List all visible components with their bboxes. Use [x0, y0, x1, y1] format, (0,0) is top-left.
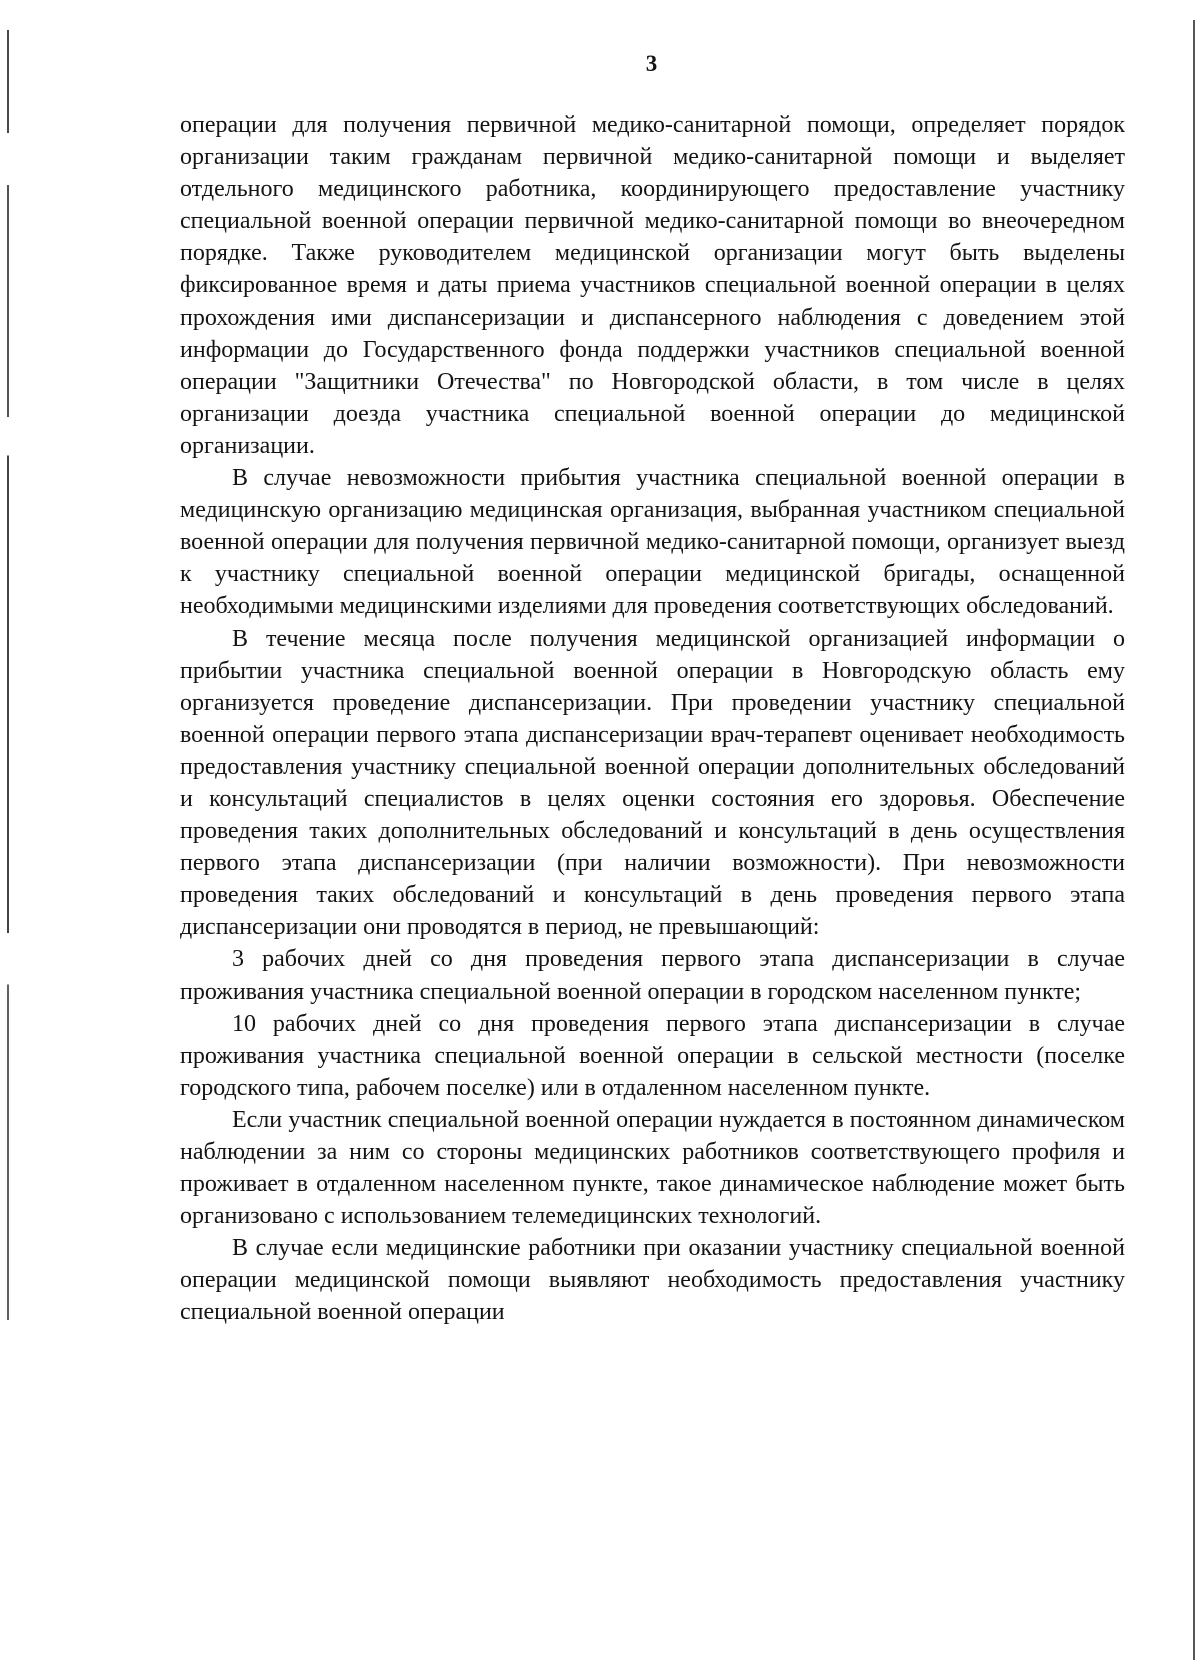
- paragraph-urban-term: 3 рабочих дней со дня проведения первого этапа диспансеризации в случае проживания участника специальной военной операции в городском населенном пункте;: [180, 946, 1125, 1005]
- paragraph-rural-term: 10 рабочих дней со дня проведения первого этапа диспансеризации в случае проживания участника специальной военной операции в сельской местности (поселке городского типа, рабочем поселке) или в отдаленном населенном пункте.: [180, 1010, 1125, 1101]
- paragraph-additional-care: В случае если медицинские работники при оказании участнику специальной военной операции медицинской помощи выявляют необходимость предоставления участнику специальной военной операции: [180, 1235, 1125, 1326]
- paragraph-continuation: операции для получения первичной медико-санитарной помощи, определяет порядок организации таким гражданам первичной медико-санитарной помощи и выделяет отдельного медицинского работника, координирующего предоставление участнику специальной военной операции первичной медико-санитарной помощи во внеочередном порядке. Также руководителем медицинской организации могут быть выделены фиксированное время и даты приема участников специальной военной операции в целях прохождения ими диспансеризации и диспансерного наблюдения с доведением этой информации до Государственного фонда поддержки участников специальной военной операции "Защитники Отечества" по Новгородской области, в том числе в целях организации доезда участника специальной военной операции до медицинской организации.: [180, 112, 1125, 459]
- document-body: [180, 109, 1125, 1329]
- scan-edge-right: [1193, 20, 1195, 1660]
- paragraph-telemedicine: Если участник специальной военной операции нуждается в постоянном динамическом наблюдении за ним со стороны медицинских работников соответствующего профиля и проживает в отдаленном населенном пункте, такое динамическое наблюдение может быть организовано с использованием телемедицинских технологий.: [180, 1106, 1125, 1230]
- paragraph-dispensarization: В течение месяца после получения медицинской организацией информации о прибытии участника специальной военной операции в Новгородскую область ему организуется проведение диспансеризации. При проведении участнику специальной военной операции первого этапа диспансеризации врач-терапевт оценивает необходимость предоставления участнику специальной военной операции дополнительных обследований и консультаций специалистов в целях оценки состояния его здоровья. Обеспечение проведения таких дополнительных обследований и консультаций в день осуществления первого этапа диспансеризации (при наличии возможности). При невозможности проведения таких обследований и консультаций в день проведения первого этапа диспансеризации они проводятся в период, не превышающий:: [180, 625, 1125, 941]
- page-number: 3: [645, 51, 658, 76]
- paragraph-home-visit: В случае невозможности прибытия участника специальной военной операции в медицинскую организацию медицинская организация, выбранная участником специальной военной операции для получения первичной медико-санитарной помощи, организует выезд к участнику специальной военной операции медицинской бригады, оснащенной необходимыми медицинскими изделиями для проведения соответствующих обследований.: [180, 465, 1125, 620]
- scan-edge-left: [7, 30, 9, 1320]
